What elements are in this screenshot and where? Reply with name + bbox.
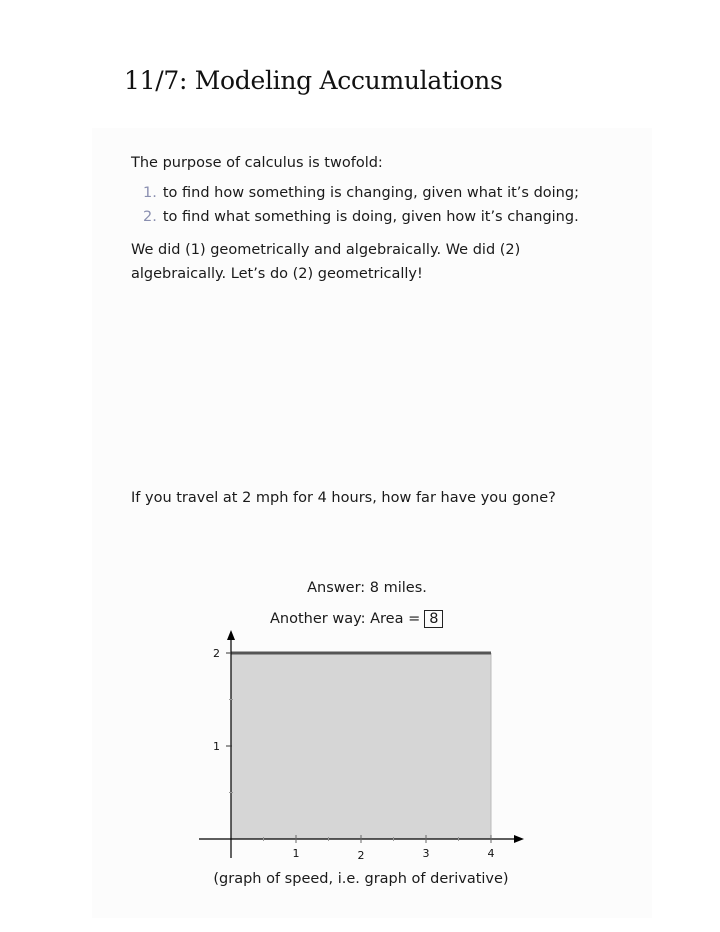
y-tick-label: 1 <box>213 740 220 753</box>
x-tick-label: 4 <box>487 847 495 860</box>
list-text: to find what something is doing, given how it’s changing. <box>162 209 579 225</box>
page-title: 11/7: Modeling Accumulations <box>124 66 503 95</box>
paragraph-line: We did (1) geometrically and algebraically. We did (2) <box>131 242 521 258</box>
y-tick-label: 2 <box>213 647 220 660</box>
list-number: 1. <box>143 185 157 201</box>
area-fill <box>231 653 491 839</box>
list-number: 2. <box>143 209 157 225</box>
list-text: to find how something is changing, given what it’s doing; <box>162 185 579 201</box>
chart-caption: (graph of speed, i.e. graph of derivative) <box>213 871 509 887</box>
area-value-box: 8 <box>424 610 443 628</box>
paragraph-line: algebraically. Let’s do (2) geometrically! <box>131 266 423 282</box>
another-way-prefix: Another way: Area = <box>270 611 421 627</box>
x-tick-label: 2 <box>357 849 365 862</box>
x-axis-arrow <box>514 835 524 843</box>
y-axis-arrow <box>227 630 235 640</box>
intro-text: The purpose of calculus is twofold: <box>131 155 383 171</box>
x-tick-label: 1 <box>292 847 300 860</box>
question-text: If you travel at 2 mph for 4 hours, how far have you gone? <box>131 490 556 506</box>
x-tick-label: 3 <box>422 847 430 860</box>
answer-text: Answer: 8 miles. <box>307 580 427 596</box>
